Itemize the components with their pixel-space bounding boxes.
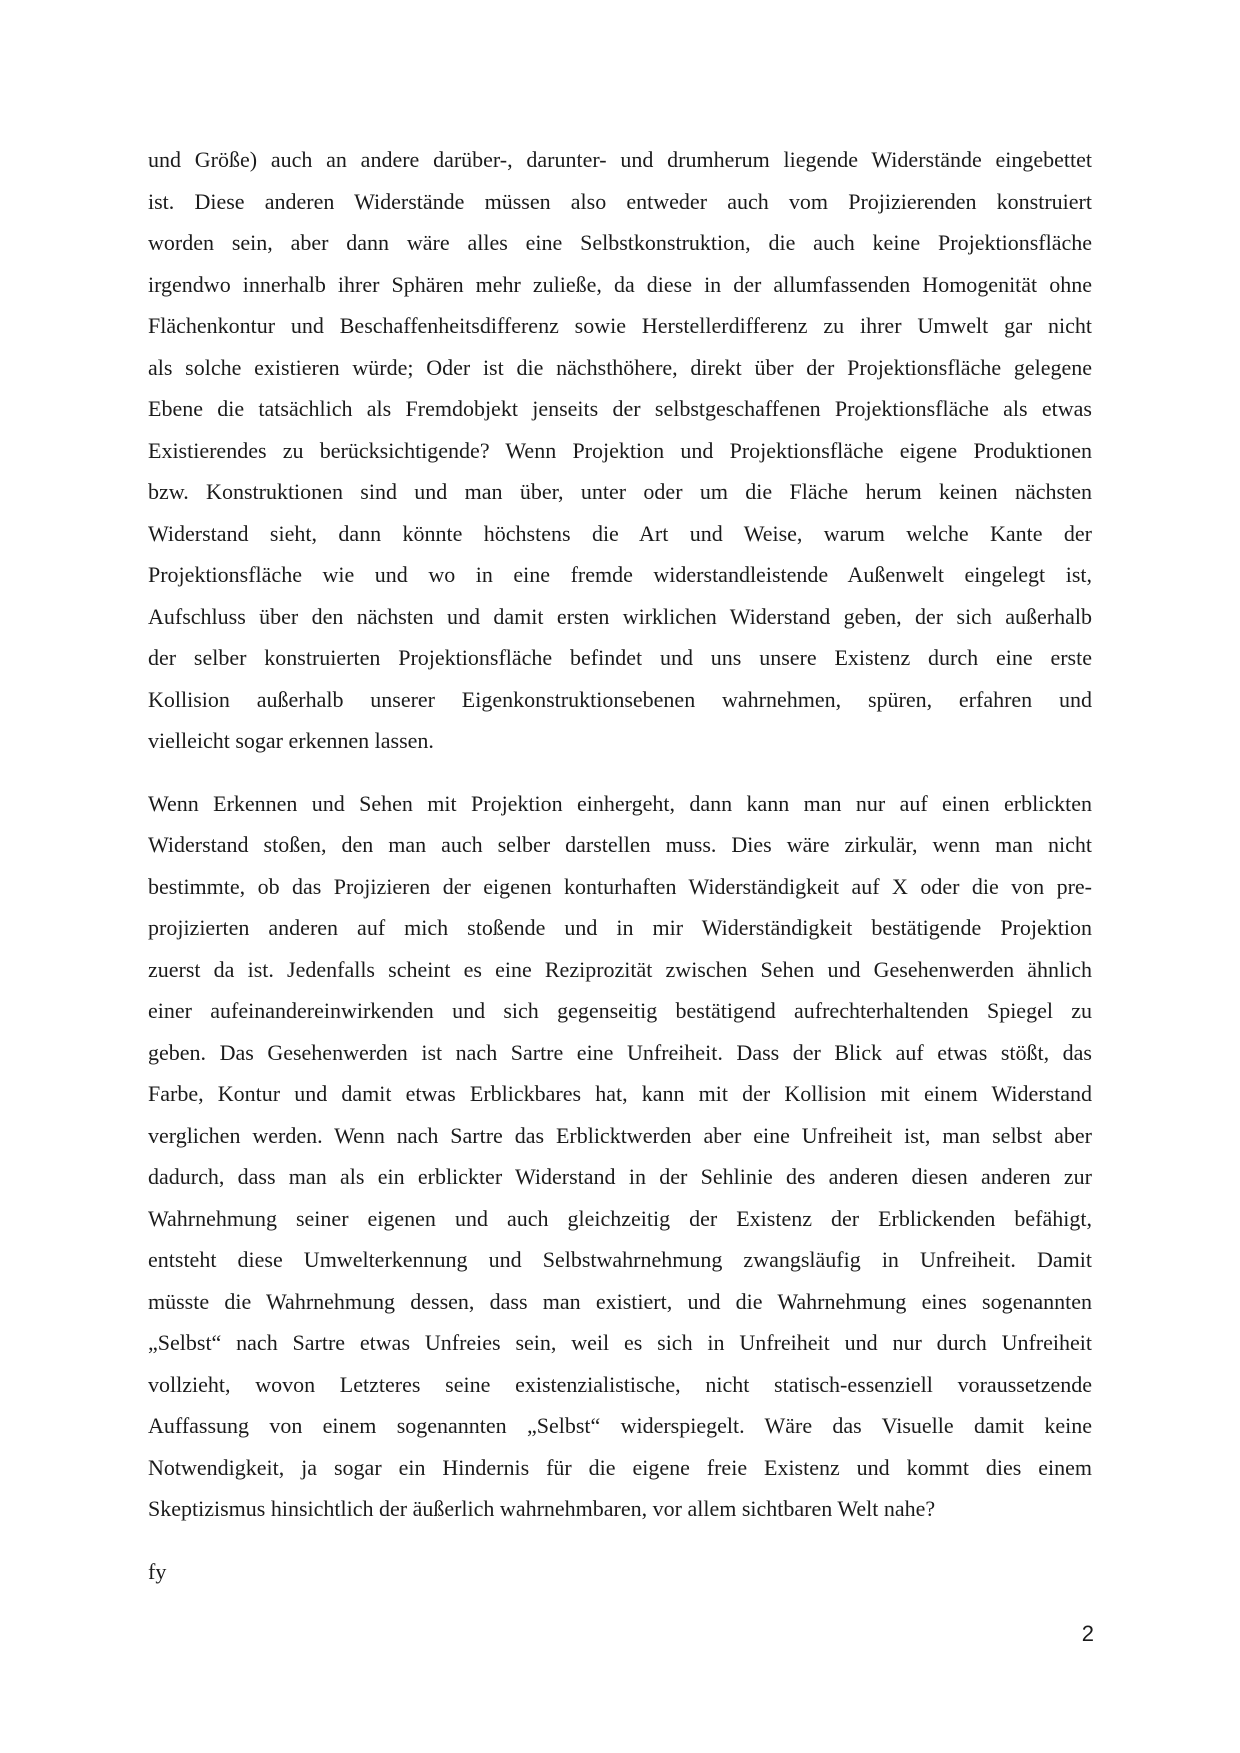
text-line: vollzieht, wovon Letzteres seine existenzialistische, nicht statisch-essenziell voraussetzende bbox=[148, 1371, 1092, 1397]
text-line: Existierendes zu berücksichtigende? Wenn Projektion und Projektionsfläche eigene Produktionen bbox=[148, 437, 1092, 463]
text-line: und Größe) auch an andere darüber-, darunter- und drumherum liegende Widerstände eingebettet bbox=[148, 147, 1092, 172]
text-line: bestimmte, ob das Projizieren der eigenen konturhaften Widerständigkeit auf X oder die von pre- bbox=[148, 873, 1092, 899]
text-line: ist. Diese anderen Widerstände müssen also entweder auch vom Projizierenden konstruiert bbox=[148, 188, 1092, 214]
text-line: müsste die Wahrnehmung dessen, dass man existiert, und die Wahrnehmung eines sogenannten bbox=[148, 1288, 1092, 1314]
text-line: irgendwo innerhalb ihrer Sphären mehr zuließe, da diese in der allumfassenden Homogenität ohne bbox=[148, 271, 1092, 297]
text-line: Kollision außerhalb unserer Eigenkonstruktionsebenen wahrnehmen, spüren, erfahren und bbox=[148, 686, 1092, 712]
text-line: Widerstand stoßen, den man auch selber darstellen muss. Dies wäre zirkulär, wenn man nicht bbox=[148, 832, 1092, 857]
text-line: Projektionsfläche wie und wo in eine fremde widerstandleistende Außenwelt eingelegt ist, bbox=[148, 562, 1092, 587]
text-line: Farbe, Kontur und damit etwas Erblickbares hat, kann mit der Kollision mit einem Widerstand bbox=[148, 1081, 1092, 1106]
text-line: Wahrnehmung seiner eigenen und auch gleichzeitig der Existenz der Erblickenden befähigt, bbox=[148, 1205, 1092, 1231]
paragraph bbox=[148, 783, 1092, 1530]
text-line: als solche existieren würde; Oder ist die nächsthöhere, direkt über der Projektionsfläche gelegene bbox=[148, 354, 1092, 380]
text-line: entsteht diese Umwelterkennung und Selbstwahrnehmung zwangsläufig in Unfreiheit. Damit bbox=[148, 1247, 1092, 1272]
text-line: Ebene die tatsächlich als Fremdobjekt jenseits der selbstgeschaffenen Projektionsfläche als etwas bbox=[148, 396, 1092, 421]
text-line: Flächenkontur und Beschaffenheitsdifferenz sowie Herstellerdifferenz zu ihrer Umwelt gar nicht bbox=[148, 313, 1092, 338]
text-line: projizierten anderen auf mich stoßende und in mir Widerständigkeit bestätigende Projektion bbox=[148, 915, 1092, 940]
paragraph bbox=[148, 139, 1092, 762]
text-line: geben. Das Gesehenwerden ist nach Sartre eine Unfreiheit. Dass der Blick auf etwas stößt, das bbox=[148, 1039, 1092, 1065]
body-text bbox=[148, 139, 1092, 1613]
text-line: Widerstand sieht, dann könnte höchstens die Art und Weise, warum welche Kante der bbox=[148, 520, 1092, 546]
text-line: Auffassung von einem sogenannten „Selbst“ widerspiegelt. Wäre das Visuelle damit keine bbox=[148, 1413, 1092, 1438]
text-line: einer aufeinandereinwirkenden und sich gegenseitig bestätigend aufrechterhaltenden Spiegel zu bbox=[148, 998, 1092, 1023]
text-line: fy bbox=[148, 1558, 167, 1584]
text-line: vielleicht sogar erkennen lassen. bbox=[148, 728, 434, 753]
text-line: Skeptizismus hinsichtlich der äußerlich wahrnehmbaren, vor allem sichtbaren Welt nahe? bbox=[148, 1496, 936, 1521]
text-line: der selber konstruierten Projektionsfläche befindet und uns unsere Existenz durch eine erste bbox=[148, 645, 1092, 670]
text-line: Notwendigkeit, ja sogar ein Hindernis für die eigene freie Existenz und kommt dies einem bbox=[148, 1454, 1092, 1480]
text-line: „Selbst“ nach Sartre etwas Unfreies sein, weil es sich in Unfreiheit und nur durch Unfreiheit bbox=[148, 1330, 1092, 1355]
text-line: dadurch, dass man als ein erblickter Widerstand in der Sehlinie des anderen diesen anderen zur bbox=[148, 1164, 1092, 1189]
page-number: 2 bbox=[1081, 1621, 1094, 1646]
text-line: Aufschluss über den nächsten und damit ersten wirklichen Widerstand geben, der sich außerhalb bbox=[148, 603, 1092, 629]
text-line: verglichen werden. Wenn nach Sartre das Erblicktwerden aber eine Unfreiheit ist, man selbst aber bbox=[148, 1122, 1092, 1148]
text-line: worden sein, aber dann wäre alles eine Selbstkonstruktion, die auch keine Projektionsfläche bbox=[148, 230, 1092, 255]
text-line: Wenn Erkennen und Sehen mit Projektion einhergeht, dann kann man nur auf einen erblickten bbox=[148, 790, 1092, 816]
paragraph bbox=[148, 1551, 1092, 1593]
text-line: zuerst da ist. Jedenfalls scheint es eine Reziprozität zwischen Sehen und Gesehenwerden ähnlich bbox=[148, 956, 1092, 982]
text-line: bzw. Konstruktionen sind und man über, unter oder um die Fläche herum keinen nächsten bbox=[148, 479, 1092, 504]
